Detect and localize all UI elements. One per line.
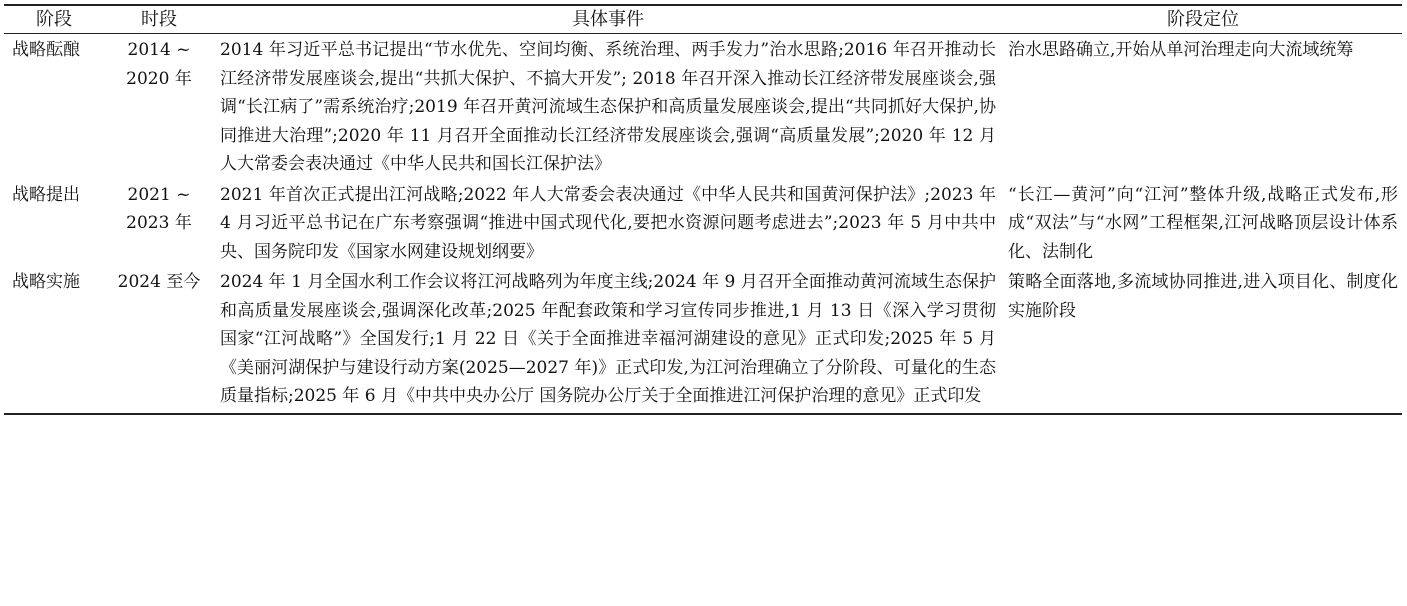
events-cell: 2021 年首次正式提出江河战略;2022 年人大常委会表决通过《中华人民共和国黄河保护法》;2023 年 4 月习近平总书记在广东考察强调“推进中国式现代化,要把水资源问题考虑进去”;2023 年 5 月中共中央、国务院印发《国家水网建设规划纲要》 <box>220 184 996 262</box>
period-cell <box>104 34 214 181</box>
stage-cell: 战略实施 <box>12 272 80 292</box>
position-cell: 策略全面落地,多流域协同推进,进入项目化、制度化实施阶段 <box>1008 272 1398 321</box>
table-row <box>4 268 1402 414</box>
header-row <box>4 5 1402 34</box>
header-events: 具体事件 <box>572 8 644 30</box>
period-cell <box>104 181 214 269</box>
table-row <box>4 181 1402 269</box>
header-stage: 阶段 <box>36 8 72 30</box>
position-cell: 治水思路确立,开始从单河治理走向大流域统筹 <box>1008 40 1354 60</box>
period-cell <box>104 268 214 414</box>
header-period: 时段 <box>141 8 177 30</box>
period-end: 2023 年 <box>126 213 192 233</box>
stage-cell: 战略提出 <box>12 184 80 205</box>
events-cell: 2014 年习近平总书记提出“节水优先、空间均衡、系统治理、两手发力”治水思路;2016 年召开推动长江经济带发展座谈会,提出“共抓大保护、不搞大开发”; 2018 年召开深入推动长江经济带发展座谈会,强调“长江病了”需系统治疗;2019 年召开黄河流域生态保护和高质量发展座谈会,提出“共同抓好大保护,协同推进大治理”;2020 年 11 月召开全面推动长江经济带发展座谈会,强调“高质量发展”;2020 年 12 月人大常委会表决通过《中华人民共和国长江保护法》 <box>220 40 996 174</box>
period-start: 2021 ~ <box>127 184 191 205</box>
header-position: 阶段定位 <box>1167 8 1239 30</box>
period-end: 2020 年 <box>126 68 192 89</box>
period-start: 2024 至今 <box>117 272 201 292</box>
table-header <box>4 5 1402 34</box>
strategy-stages-table <box>4 4 1402 415</box>
events-cell: 2024 年 1 月全国水利工作会议将江河战略列为年度主线;2024 年 9 月召开全面推动黄河流域生态保护和高质量发展座谈会,强调深化改革;2025 年配套政策和学习宣传同步推进,1 月 13 日《深入学习贯彻国家“江河战略”》全国发行;1 月 22 日《关于全面推进幸福河湖建设的意见》正式印发;2025 年 5 月《美丽河湖保护与建设行动方案(2025—2027 年)》正式印发,为江河治理确立了分阶段、可量化的生态质量指标;2025 年 6 月《中共中央办公厅 国务院办公厅关于全面推进江河保护治理的意见》正式印发 <box>220 272 996 406</box>
stage-cell: 战略酝酿 <box>12 40 80 60</box>
table-row <box>4 34 1402 181</box>
position-cell: “长江—黄河”向“江河”整体升级,战略正式发布,形成“双法”与“水网”工程框架,江河战略顶层设计体系化、法制化 <box>1008 184 1398 262</box>
period-start: 2014 ~ <box>127 40 191 60</box>
table-body <box>4 34 1402 414</box>
